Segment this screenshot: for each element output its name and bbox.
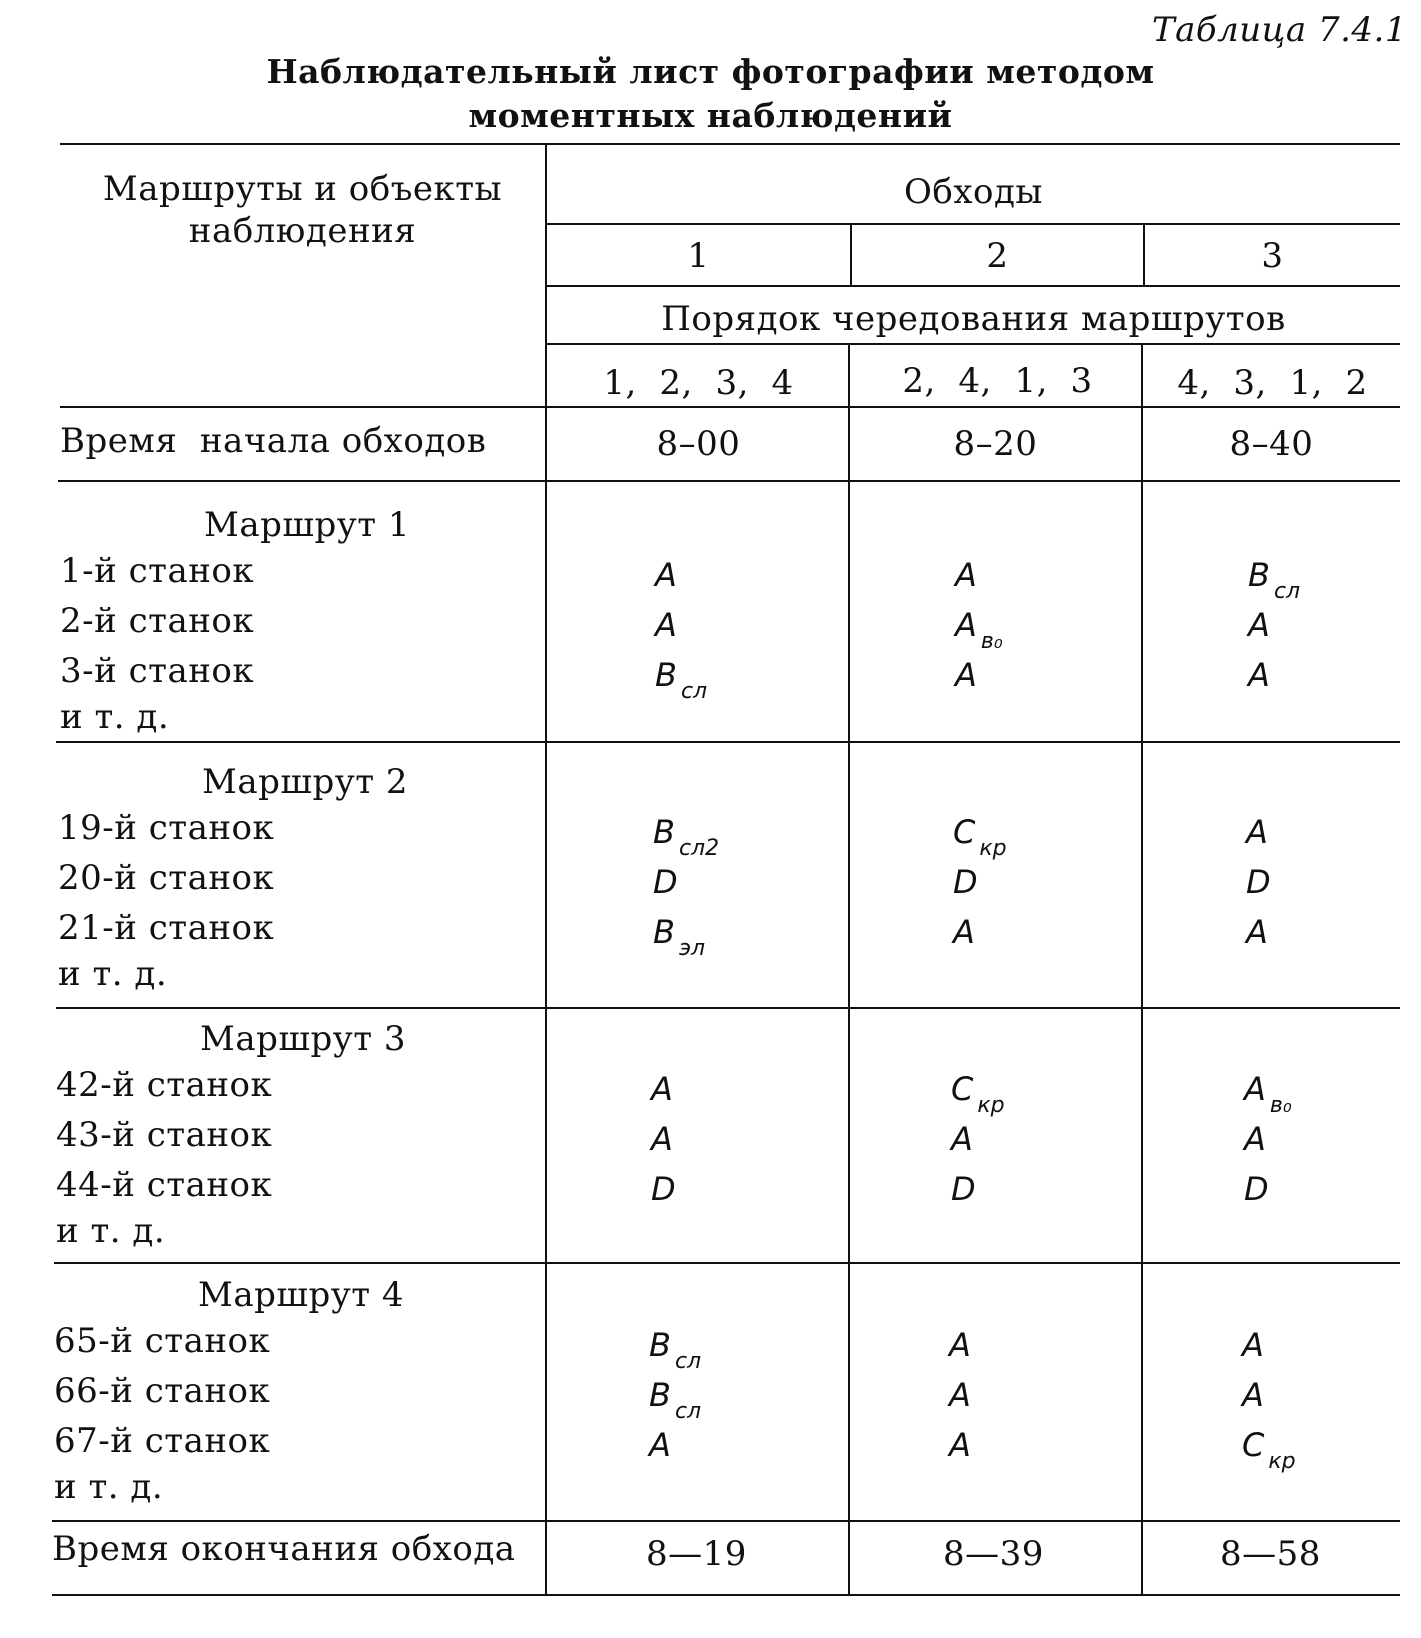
observation-cell <box>651 1069 673 1109</box>
observation-cell <box>1244 1119 1266 1159</box>
state-subscript: кр <box>977 1093 1005 1118</box>
rule-header-bottom <box>60 406 1400 408</box>
observation-cell <box>1246 812 1268 852</box>
observation-cell <box>653 862 678 902</box>
rule-bottom <box>52 1594 1400 1596</box>
start-time-2: 8–20 <box>953 424 1038 464</box>
machine-label: 44-й станок <box>56 1165 273 1205</box>
observation-cell <box>953 812 1007 869</box>
state-symbol: D <box>951 1170 976 1208</box>
state-subscript: в₀ <box>980 629 1003 654</box>
state-symbol: A <box>1242 1376 1264 1414</box>
observation-cell <box>655 605 677 645</box>
rule-route3-bottom <box>54 1262 1400 1264</box>
end-time-label: Время окончания обхода <box>52 1529 516 1569</box>
round-number-3: 3 <box>1261 236 1284 276</box>
observation-cell <box>951 1119 973 1159</box>
machine-label: 21-й станок <box>58 908 275 948</box>
header-rounds: Обходы <box>904 172 1043 212</box>
state-subscript: сл <box>680 679 708 704</box>
end-time-1: 8—19 <box>646 1534 747 1574</box>
state-symbol: C <box>953 813 976 851</box>
rule-order-label <box>547 343 1400 345</box>
state-subscript: эл <box>678 936 706 961</box>
machine-label: 3-й станок <box>60 651 255 691</box>
etc-label: и т. д. <box>56 1211 166 1251</box>
observation-cell <box>953 912 975 952</box>
machine-label: 1-й станок <box>60 551 255 591</box>
state-subscript: кр <box>1268 1449 1296 1474</box>
state-symbol: A <box>1248 606 1270 644</box>
start-time-3: 8–40 <box>1229 424 1314 464</box>
observation-cell <box>653 812 719 869</box>
route-order-3: 4, 3, 1, 2 <box>1177 363 1368 403</box>
state-symbol: A <box>949 1326 971 1364</box>
start-time-1: 8–00 <box>656 424 741 464</box>
state-symbol: A <box>953 913 975 951</box>
rule-rounds <box>547 223 1400 225</box>
observation-cell <box>649 1425 671 1465</box>
observation-cell <box>649 1325 701 1382</box>
observation-cell <box>651 1169 676 1209</box>
round-number-1: 1 <box>687 236 710 276</box>
state-symbol: A <box>655 556 677 594</box>
observation-cell <box>1248 555 1300 612</box>
machine-label: 43-й станок <box>56 1115 273 1155</box>
machine-label: 19-й станок <box>58 808 275 848</box>
observation-cell <box>1246 912 1268 952</box>
observation-cell <box>949 1325 971 1365</box>
state-symbol: A <box>655 606 677 644</box>
observation-cell <box>955 655 977 695</box>
state-symbol: D <box>653 863 678 901</box>
state-symbol: A <box>951 1120 973 1158</box>
observation-cell <box>951 1169 976 1209</box>
observation-cell <box>955 605 1003 662</box>
header-objects-line-1: Маршруты и объекты <box>102 169 503 209</box>
state-symbol: A <box>651 1120 673 1158</box>
observation-cell <box>1244 1069 1292 1126</box>
observation-cell <box>949 1425 971 1465</box>
state-subscript: сл2 <box>678 836 720 861</box>
state-symbol: B <box>649 1376 671 1414</box>
machine-label: 67-й станок <box>54 1421 271 1461</box>
observation-cell <box>655 655 707 712</box>
state-symbol: A <box>1248 656 1270 694</box>
route-title: Маршрут 2 <box>202 762 408 802</box>
route-title: Маршрут 1 <box>204 505 410 545</box>
machine-label: 66-й станок <box>54 1371 271 1411</box>
state-subscript: сл <box>1273 579 1301 604</box>
table-label: Таблица 7.4.1 <box>1151 10 1407 50</box>
rule-route4-bottom <box>52 1520 1400 1522</box>
observation-cell <box>951 1069 1005 1126</box>
observation-cell <box>949 1375 971 1415</box>
etc-label: и т. д. <box>60 697 170 737</box>
observation-cell <box>1242 1375 1264 1415</box>
state-symbol: A <box>949 1376 971 1414</box>
rule-start-bottom <box>58 480 1400 482</box>
state-subscript: кр <box>979 836 1007 861</box>
state-symbol: A <box>1246 913 1268 951</box>
round-number-2: 2 <box>986 236 1009 276</box>
start-time-label: Время начала обходов <box>60 421 487 461</box>
header-objects-line-2: наблюдения <box>188 211 417 251</box>
state-symbol: C <box>1242 1426 1265 1464</box>
route-title: Маршрут 3 <box>200 1019 406 1059</box>
state-subscript: сл <box>674 1399 702 1424</box>
rule-col-left <box>545 143 547 1594</box>
state-symbol: A <box>649 1426 671 1464</box>
title-line-1: Наблюдательный лист фотографии методом <box>266 52 1155 91</box>
state-symbol: A <box>651 1070 673 1108</box>
observation-cell <box>653 912 705 969</box>
etc-label: и т. д. <box>54 1467 164 1507</box>
end-time-2: 8—39 <box>943 1534 1044 1574</box>
header-objects <box>60 168 545 252</box>
rule-col-1-lower <box>848 343 850 1594</box>
state-symbol: C <box>951 1070 974 1108</box>
state-symbol: D <box>953 863 978 901</box>
route-title: Маршрут 4 <box>198 1275 404 1315</box>
state-symbol: B <box>655 656 677 694</box>
observation-cell <box>1246 862 1271 902</box>
table-title <box>0 50 1421 138</box>
observation-cell <box>1248 605 1270 645</box>
route-order-2: 2, 4, 1, 3 <box>902 361 1093 401</box>
observation-cell <box>953 862 978 902</box>
end-time-3: 8—58 <box>1220 1534 1321 1574</box>
observation-cell <box>1248 655 1270 695</box>
state-symbol: B <box>653 913 675 951</box>
etc-label: и т. д. <box>58 954 168 994</box>
state-symbol: A <box>949 1426 971 1464</box>
observation-cell <box>651 1119 673 1159</box>
state-symbol: A <box>1242 1326 1264 1364</box>
state-subscript: в₀ <box>1269 1093 1292 1118</box>
observation-cell <box>1244 1169 1269 1209</box>
state-symbol: A <box>955 606 977 644</box>
rule-round-numbers <box>547 285 1400 287</box>
machine-label: 42-й станок <box>56 1065 273 1105</box>
observation-cell <box>655 555 677 595</box>
rule-top <box>60 143 1400 145</box>
observation-cell <box>955 555 977 595</box>
state-symbol: D <box>1244 1170 1269 1208</box>
state-subscript: сл <box>674 1349 702 1374</box>
rule-route2-bottom <box>56 1007 1400 1009</box>
machine-label: 65-й станок <box>54 1321 271 1361</box>
observation-cell <box>1242 1325 1264 1365</box>
header-order-label: Порядок чередования маршрутов <box>661 299 1286 339</box>
state-symbol: A <box>1246 813 1268 851</box>
state-symbol: D <box>1246 863 1271 901</box>
state-symbol: B <box>649 1326 671 1364</box>
title-line-2: моментных наблюдений <box>468 96 953 135</box>
state-symbol: B <box>653 813 675 851</box>
state-symbol: A <box>1244 1120 1266 1158</box>
state-symbol: A <box>1244 1070 1266 1108</box>
observation-cell <box>1242 1425 1296 1482</box>
state-symbol: B <box>1248 556 1270 594</box>
rule-route1-bottom <box>56 741 1400 743</box>
state-symbol: A <box>955 556 977 594</box>
machine-label: 20-й станок <box>58 858 275 898</box>
machine-label: 2-й станок <box>60 601 255 641</box>
observation-cell <box>649 1375 701 1432</box>
rule-col-2-lower <box>1141 343 1143 1594</box>
state-symbol: A <box>955 656 977 694</box>
route-order-1: 1, 2, 3, 4 <box>603 363 794 403</box>
state-symbol: D <box>651 1170 676 1208</box>
